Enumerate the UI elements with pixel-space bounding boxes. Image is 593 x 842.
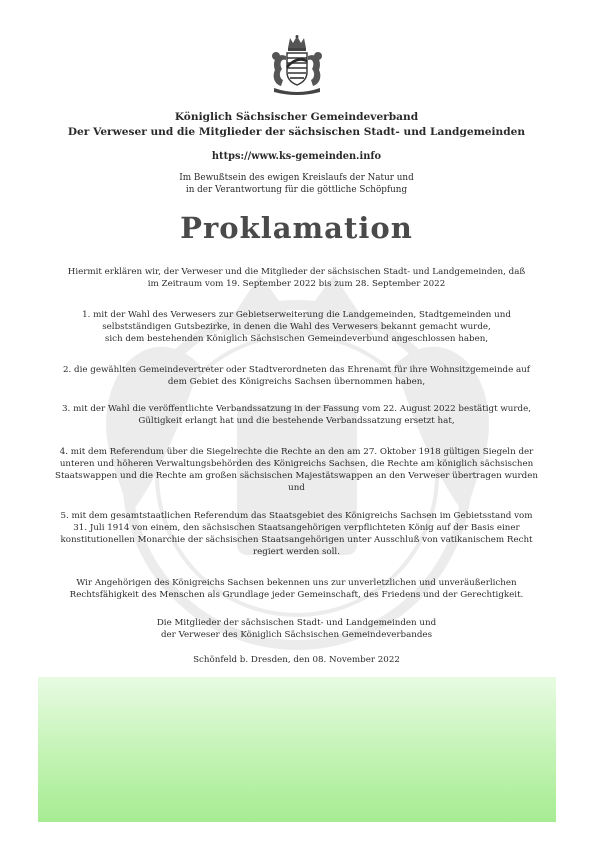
point-3 <box>40 403 553 427</box>
point-4 <box>40 446 553 494</box>
text-line: 4. mit dem Referendum über die Siegelrechte die Rechte an den am 27. Oktober 1918 gültigen Siegeln der <box>59 447 534 457</box>
text-line: Die Mitglieder der sächsischen Stadt- und Landgemeinden und <box>156 618 437 628</box>
text-line: Hiermit erklären wir, der Verweser und die Mitglieder der sächsischen Stadt- und Landgemeinden, daß <box>67 267 526 277</box>
text-line: 2. die gewählten Gemeindevertreter oder Stadtverordneten das Ehrenamt für ihre Wohnsitzgemeinde auf <box>62 365 531 375</box>
point-2 <box>40 364 553 388</box>
text-line: Gültigkeit erlangt hat und die bestehende Verbandssatzung ersetzt hat, <box>138 416 455 426</box>
text-line: Rechtsfähigkeit des Menschen als Grundlage jeder Gemeinschaft, des Friedens und der Gerechtigkeit. <box>69 590 524 600</box>
intro-line: in der Verantwortung für die göttliche Schöpfung <box>185 185 408 195</box>
org-name: Königlich Sächsischer Gemeindeverband <box>174 111 419 123</box>
text-line: und <box>288 483 305 493</box>
text-line: 3. mit der Wahl die veröffentlichte Verbandssatzung in der Fassung vom 22. August 2022 bestätigt wurde, <box>62 404 531 414</box>
point-5 <box>40 510 553 558</box>
signature-block <box>40 617 553 641</box>
text-line: dem Gebiet des Königreichs Sachsen übernommen haben, <box>167 377 426 387</box>
intro-line: Im Bewußtsein des ewigen Kreislaufs der Natur und <box>179 173 414 183</box>
text-line: konstitutionellen Monarchie der sächsischen Staatsangehörigen unter Ausschluß von vatikanischem Recht <box>60 535 533 545</box>
place-and-date: Schönfeld b. Dresden, den 08. November 2022 <box>193 655 400 665</box>
green-panel <box>38 677 556 822</box>
text-line: selbstständigen Gutsbezirke, in denen die Wahl des Verwesers bekannt gemacht wurde, <box>102 322 491 332</box>
text-line: 1. mit der Wahl des Verwesers zur Gebietserweiterung die Landgemeinden, Stadtgemeinden und <box>82 310 511 320</box>
closing-statement <box>40 577 553 601</box>
text-line: Wir Angehörigen des Königreichs Sachsen bekennen uns zur unverletzlichen und unveräußerlichen <box>76 578 517 588</box>
document-title: Proklamation <box>180 211 413 245</box>
text-line: 31. Juli 1914 von einem, den sächsischen Staatsangehörigen verpflichteten König auf der Basis einer <box>73 523 520 533</box>
text-line: regiert werden soll. <box>253 547 340 557</box>
text-line: Staatswappen und die Rechte am großen sächsischen Majestätswappen an den Verweser übertragen wurden <box>55 471 538 481</box>
org-subtitle: Der Verweser und die Mitglieder der sächsischen Stadt- und Landgemeinden <box>67 126 526 138</box>
saxony-coat-of-arms-icon <box>266 34 328 98</box>
point-1 <box>40 309 553 345</box>
intro-text <box>40 172 553 196</box>
text-line: unteren und höheren Verwaltungsbehörden des Königreichs Sachsen, die Rechte am königlich sächsischen <box>59 459 534 469</box>
preamble <box>40 266 553 290</box>
text-line: der Verweser des Königlich Sächsischen Gemeindeverbandes <box>160 630 433 640</box>
website-url: https://www.ks-gemeinden.info <box>211 151 382 162</box>
text-line: sich dem bestehenden Königlich Sächsischen Gemeindeverbund angeschlossen haben, <box>104 334 489 344</box>
text-line: im Zeitraum vom 19. September 2022 bis zum 28. September 2022 <box>147 279 446 289</box>
text-line: 5. mit dem gesamtstaatlichen Referendum das Staatsgebiet des Königreichs Sachsen im Gebietsstand vom <box>60 511 533 521</box>
